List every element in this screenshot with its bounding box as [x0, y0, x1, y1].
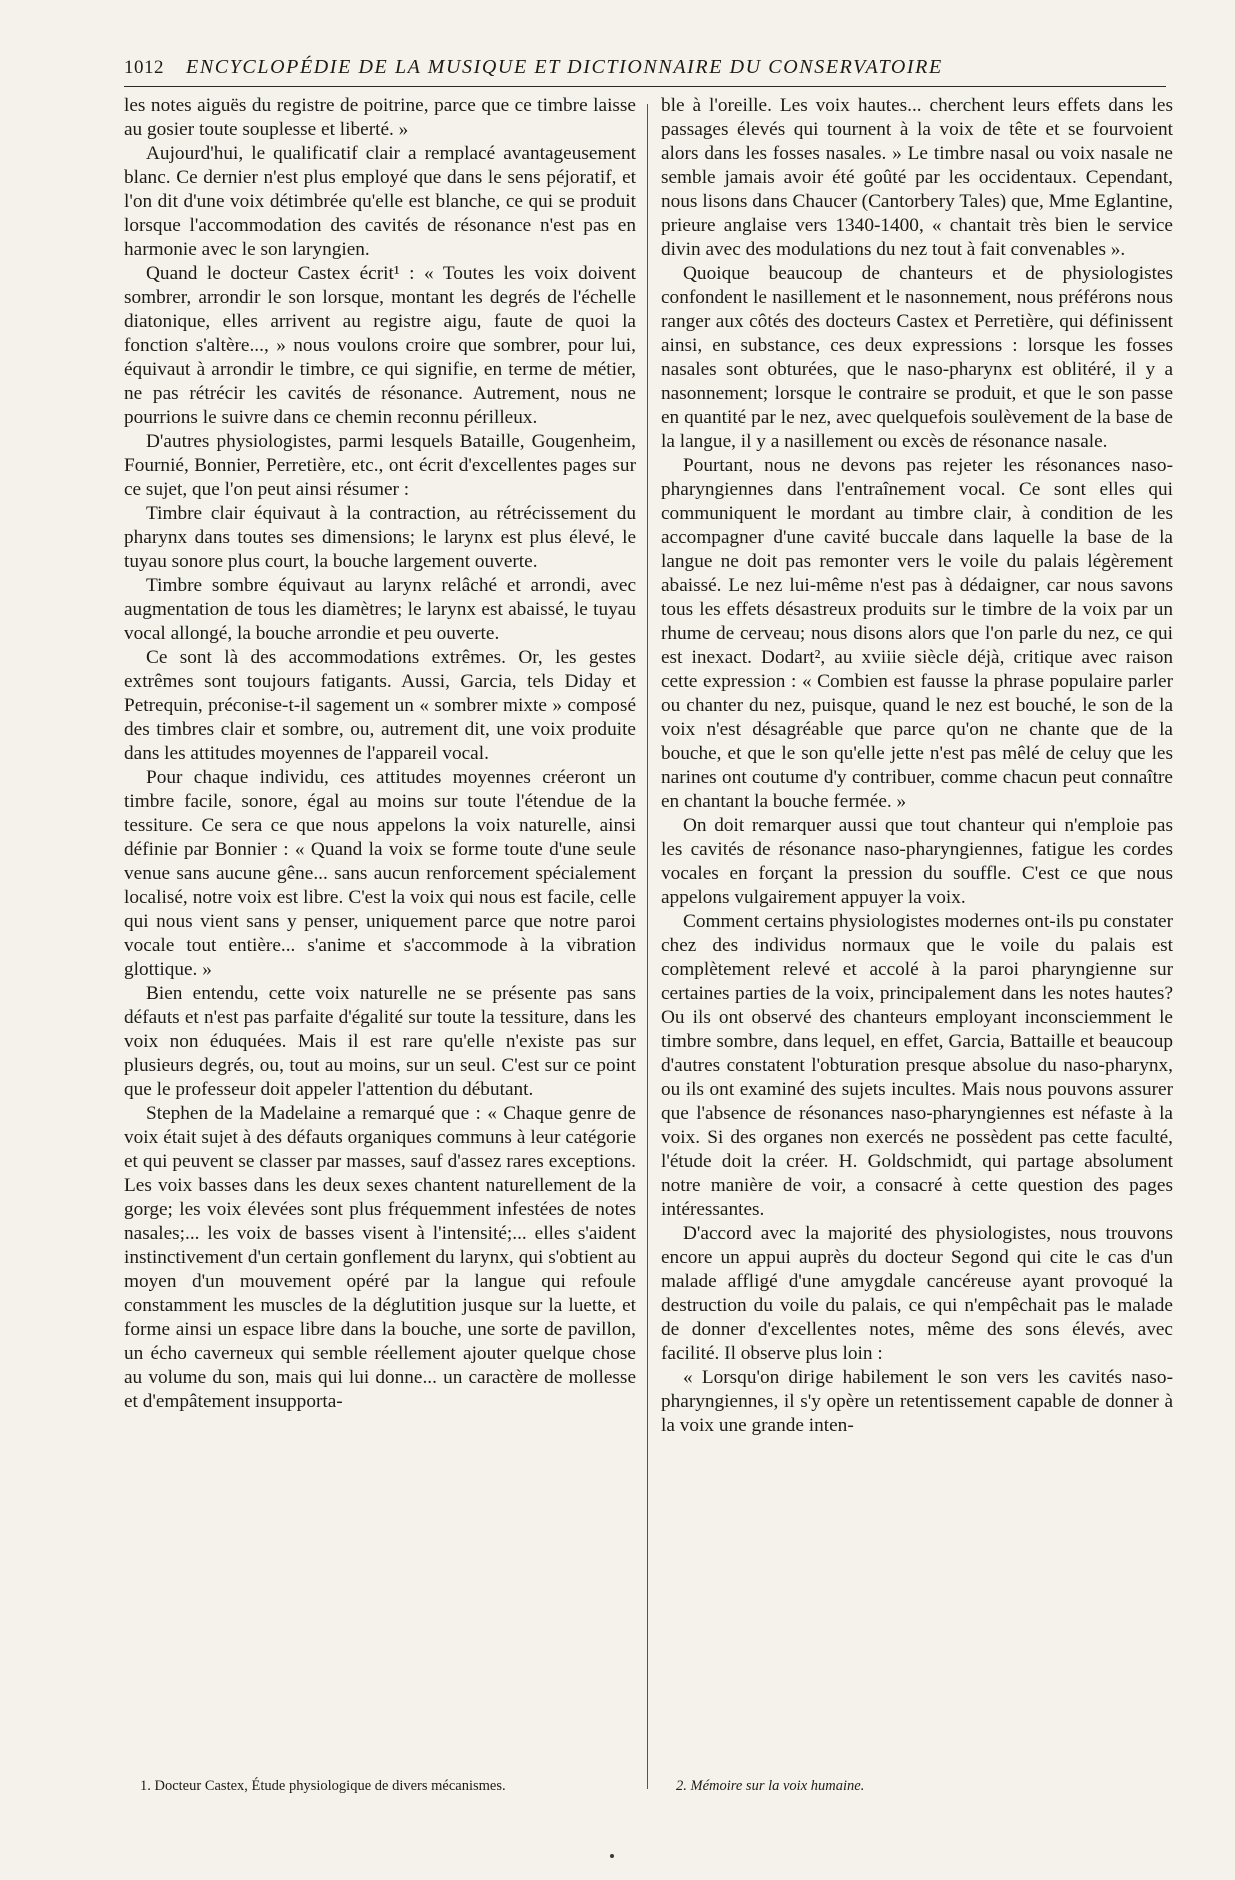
- paragraph: Quoique beaucoup de chanteurs et de physiologistes confondent le nasillement et le nasonnement, nous préférons nous ranger aux côtés des docteurs Castex et Perretière, qui définissent ainsi, en substance, ces deux expressions : lorsque les fosses nasales sont obturées, que le naso-pharynx est oblitéré, il y a nasonnement; lorsque le contraire se produit, et que le son passe en quantité par le nez, avec quelquefois soulèvement de la base de la langue, il y a nasillement ou excès de résonance nasale.: [661, 263, 1173, 452]
- paragraph: Pourtant, nous ne devons pas rejeter les résonances naso-pharyngiennes dans l'entraînement vocal. Ce sont elles qui communiquent le mordant au timbre clair, à condition de les accompagner d'une cavité buccale dans laquelle la base de la langue ne doit pas remonter vers le voile du palais légèrement abaissé. Le nez lui-même n'est pas à dédaigner, car nous savons tous les effets désastreux produits sur le timbre de la voix par un rhume de cerveau; nous disons alors que l'on parle du nez, ce qui est inexact. Dodart², au xviiie siècle déjà, critique avec raison cette expression : « Combien est fausse la phrase populaire parler ou chanter du nez, puisque, quand le nez est bouché, le son de la voix n'est désagréable que parce qu'on ne chante que de la bouche, et que le son qu'elle jette n'est pas mêlé de celuy que les narines ont coutume d'y contribuer, comme chacun peut connaître en chantant la bouche fermée. »: [661, 455, 1173, 812]
- page-number: 1012: [124, 57, 164, 78]
- paragraph: Quand le docteur Castex écrit¹ : « Toutes les voix doivent sombrer, arrondir le son lorsque, montant les degrés de l'échelle diatonique, elles arrivent au registre aigu, faute de quoi la fonction s'altère..., » nous voulons croire que sombrer, pour lui, équivaut à arrondir le timbre, ce qui signifie, en terme de métier, ne pas rétrécir les cavités de résonance. Autrement, nous ne pourrions le suivre dans ce chemin reconnu périlleux.: [124, 263, 636, 428]
- right-column: [661, 94, 1173, 1438]
- header-rule: [124, 86, 1166, 87]
- paragraph: D'autres physiologistes, parmi lesquels Bataille, Gougenheim, Fournié, Bonnier, Perretière, etc., ont écrit d'excellentes pages sur ce sujet, que l'on peut ainsi résumer :: [124, 431, 636, 500]
- paragraph: ble à l'oreille. Les voix hautes... cherchent leurs effets dans les passages élevés qui tournent à la voix de tête et se fourvoient alors dans les fosses nasales. » Le timbre nasal ou voix nasale ne semble jamais avoir été goûté par les occidentaux. Cependant, nous lisons dans Chaucer (Cantorbery Tales) que, Mme Eglantine, prieure anglaise vers 1340-1400, « chantait très bien le service divin avec des modulations du nez tout à fait convenables ».: [661, 95, 1173, 260]
- paragraph: On doit remarquer aussi que tout chanteur qui n'emploie pas les cavités de résonance naso-pharyngiennes, fatigue les cordes vocales en forçant la pression du souffle. C'est ce que nous appelons vulgairement appuyer la voix.: [661, 815, 1173, 908]
- column-divider: [647, 104, 648, 1789]
- paragraph: Aujourd'hui, le qualificatif clair a remplacé avantageusement blanc. Ce dernier n'est plus employé que dans le sens péjoratif, et l'on dit d'une voix détimbrée qu'elle est blanche, ce qui se produit lorsque l'accommodation des cavités de résonance n'est pas en harmonie avec le son laryngien.: [124, 143, 636, 260]
- running-title: ENCYCLOPÉDIE DE LA MUSIQUE ET DICTIONNAIRE DU CONSERVATOIRE: [186, 56, 943, 78]
- paragraph: Ce sont là des accommodations extrêmes. Or, les gestes extrêmes sont toujours fatigants. Aussi, Garcia, tels Diday et Petrequin, préconise-t-il sagement un « sombrer mixte » composé des timbres clair et sombre, ou, autrement dit, une voix produite dans les attitudes moyennes de l'appareil vocal.: [124, 647, 636, 764]
- page-mark: [610, 1854, 614, 1858]
- footnote-1: 1. Docteur Castex, Étude physiologique de divers mécanismes.: [140, 1778, 506, 1794]
- paragraph: D'accord avec la majorité des physiologistes, nous trouvons encore un appui auprès du docteur Segond qui cite le cas d'un malade affligé d'une amygdale cancéreuse ayant provoqué la destruction du voile du palais, ce qui n'empêchait pas le malade de donner d'excellentes notes, même des sons élevés, avec facilité. Il observe plus loin :: [661, 1223, 1173, 1364]
- page-header: [124, 56, 1164, 79]
- paragraph: « Lorsqu'on dirige habilement le son vers les cavités naso-pharyngiennes, il s'y opère un retentissement capable de donner à la voix une grande inten-: [661, 1367, 1173, 1436]
- paragraph: Comment certains physiologistes modernes ont-ils pu constater chez des individus normaux que le voile du palais est complètement relevé et accolé à la paroi pharyngienne sur certaines parties de la voix, principalement dans les notes hautes? Ou ils ont observé des chanteurs employant inconsciemment le timbre sombre, dans lequel, en effet, Garcia, Battaille et beaucoup d'autres constatent l'obturation presque absolue du naso-pharynx, ou ils ont examiné des sujets incultes. Mais nous pouvons assurer que l'absence de résonances naso-pharyngiennes est néfaste à la voix. Si des organes non exercés ne possèdent pas cette faculté, l'étude doit la créer. H. Goldschmidt, qui partage absolument notre manière de voir, a consacré à cette question des pages intéressantes.: [661, 911, 1173, 1220]
- paragraph: Timbre sombre équivaut au larynx relâché et arrondi, avec augmentation de tous les diamètres; le larynx est abaissé, le tuyau vocal allongé, la bouche arrondie et peu ouverte.: [124, 575, 636, 644]
- paragraph: Stephen de la Madelaine a remarqué que : « Chaque genre de voix était sujet à des défauts organiques communs à leur catégorie et qui peuvent se classer par masses, sauf d'assez rares exceptions. Les voix basses dans les deux sexes chantent naturellement de la gorge; les voix élevées sont plus fréquemment infestées de notes nasales;... les voix de basses visent à l'intensité;... elles s'aident instinctivement d'un certain gonflement du larynx, qui s'obtient au moyen d'un mouvement opéré par la langue qui refoule constamment les muscles de la déglutition jusque sur la luette, et forme ainsi un espace libre dans la bouche, une sorte de pavillon, un écho caverneux qui semble réellement ajouter quelque chose au volume du son, mais qui lui donne... un caractère de mollesse et d'empâtement insupporta-: [124, 1103, 636, 1412]
- paragraph: Pour chaque individu, ces attitudes moyennes créeront un timbre facile, sonore, égal au moins sur toute l'étendue de la tessiture. Ce sera ce que nous appelons la voix naturelle, ainsi définie par Bonnier : « Quand la voix se forme toute d'une seule venue sans aucune gêne... sans aucun renforcement spécialement localisé, notre voix est libre. C'est la voix qui nous est facile, celle qui nous vient sans y penser, uniquement parce que notre paroi vocale tout entière... s'anime et s'accommode à la vibration glottique. »: [124, 767, 636, 980]
- paragraph: Timbre clair équivaut à la contraction, au rétrécissement du pharynx dans toutes ses dimensions; le larynx est plus élevé, le tuyau sonore plus court, la bouche largement ouverte.: [124, 503, 636, 572]
- paragraph: les notes aiguës du registre de poitrine, parce que ce timbre laisse au gosier toute souplesse et liberté. »: [124, 95, 636, 140]
- paragraph: Bien entendu, cette voix naturelle ne se présente pas sans défauts et n'est pas parfaite d'égalité sur toute la tessiture, dans les voix non éduquées. Mais il est rare qu'elle n'existe pas sur plusieurs degrés, ou, tout au moins, sur un seul. C'est sur ce point que le professeur doit appeler l'attention du débutant.: [124, 983, 636, 1100]
- footnote-2: 2. Mémoire sur la voix humaine.: [676, 1778, 865, 1794]
- left-column: [124, 94, 636, 1414]
